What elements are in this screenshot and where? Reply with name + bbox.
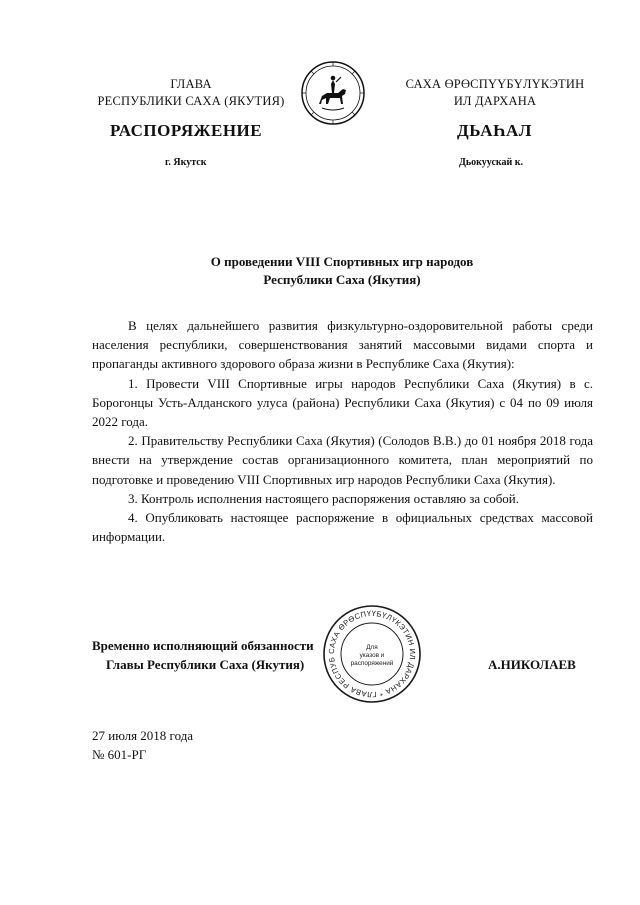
document-date: 27 июля 2018 года <box>92 728 194 743</box>
header-right <box>382 76 608 110</box>
document-number: № 601-РГ <box>92 747 147 762</box>
header-right-line2: ИЛ ДАРХАНА <box>453 94 537 108</box>
body-item-4: 4. Опубликовать настоящее распоряжение в официальных средствах массовой информации. <box>92 510 593 545</box>
seal-ring-text: САХА ӨРӨСПҮҮБҮЛҮКЭТИН ИЛ ДАРХАНА * ГЛАВА РЕСПУБ <box>326 608 418 700</box>
body-item-3: 3. Контроль исполнения настоящего распоряжения оставляю за собой. <box>128 490 520 506</box>
signatory-name: А.НИКОЛАЕВ <box>488 657 576 672</box>
document-body <box>92 316 593 546</box>
header-right-line1: САХА ӨРӨСПҮҮБҮЛҮКЭТИН <box>405 77 585 91</box>
doc-type-left: РАСПОРЯЖЕНИЕ <box>110 121 263 140</box>
body-item-2: 2. Правительству Республики Саха (Якутия) (Солодов В.В.) до 01 ноября 2018 года внести на утверждение состав организационного комитета, план мероприятий по подготовке и проведению VIII Спортивных игр народов Республики Саха (Якутия). <box>92 433 593 487</box>
document-subject <box>92 253 592 289</box>
signatory-position-line1: Временно исполняющий обязанности <box>92 638 314 653</box>
official-seal-icon <box>322 604 422 704</box>
subject-line2: Республики Саха (Якутия) <box>263 272 421 287</box>
header-left-line1: ГЛАВА <box>170 77 212 91</box>
signatory-position-line2: Главы Республики Саха (Якутия) <box>106 657 305 672</box>
emblem-icon <box>300 60 366 126</box>
city-left: г. Якутск <box>165 157 207 168</box>
header-left-line2: РЕСПУБЛИКИ САХА (ЯКУТИЯ) <box>97 94 285 108</box>
header-left <box>78 76 304 110</box>
body-item-1: 1. Провести VIII Спортивные игры народов Республики Саха (Якутия) в с. Борогонцы Усть-Алданского улуса (района) Республики Саха (Якутия) с 04 по 09 июля 2022 года. <box>92 375 593 430</box>
seal-center-line3: распоряжений <box>350 660 394 667</box>
doc-type-right: ДЬАҺАЛ <box>457 121 532 140</box>
seal-center-line2: указов и <box>359 652 385 659</box>
seal-center-line1: Для <box>366 644 378 651</box>
city-right: Дьокуускай к. <box>459 157 524 168</box>
subject-line1: О проведении VIII Спортивных игр народов <box>210 254 474 269</box>
body-intro: В целях дальнейшего развития физкультурно-оздоровительной работы среди населения республики, совершенствования занятий массовыми видами спорта и пропаганды активного здорового образа жизни в Республике Саха (Якутия): <box>92 318 593 372</box>
